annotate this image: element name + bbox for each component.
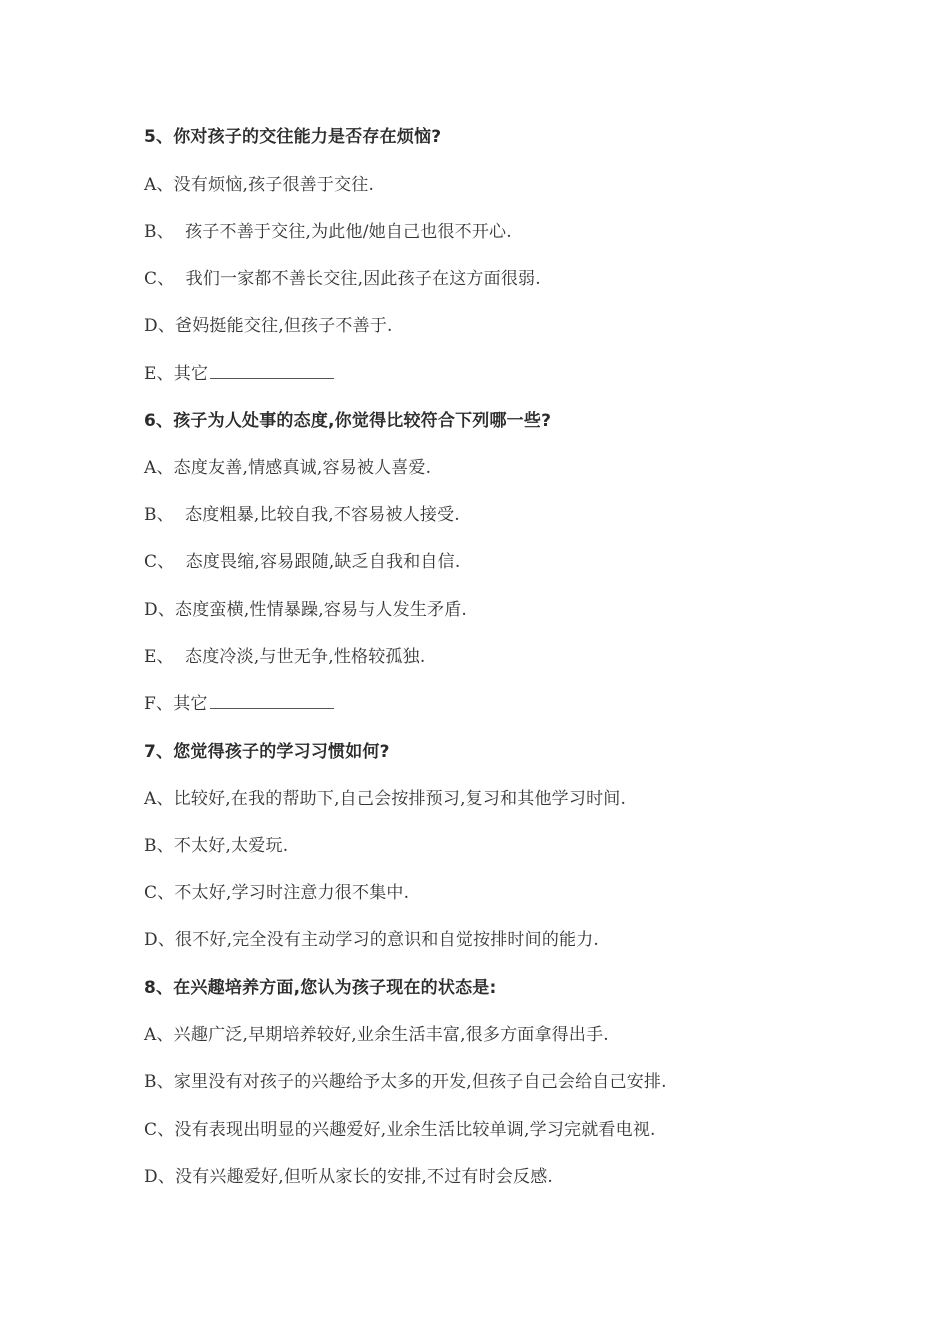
question-6-option-d: D、态度蛮横,性情暴躁,容易与人发生矛盾. xyxy=(144,600,468,620)
question-5-option-e-label: E、其它 xyxy=(144,364,209,384)
question-7-option-a: A、比较好,在我的帮助下,自己会按排预习,复习和其他学习时间. xyxy=(144,789,627,809)
question-8-option-d: D、没有兴趣爱好,但听从家长的安排,不过有时会反感. xyxy=(144,1167,554,1187)
question-5-title: 5、你对孩子的交往能力是否存在烦恼? xyxy=(144,127,442,147)
question-5-option-c: C、 我们一家都不善长交往,因此孩子在这方面很弱. xyxy=(144,269,541,289)
question-6-option-f xyxy=(144,693,334,715)
question-7-title: 7、您觉得孩子的学习习惯如何? xyxy=(144,742,390,762)
question-6-option-b: B、 态度粗暴,比较自我,不容易被人接受. xyxy=(144,505,460,525)
question-6-title: 6、孩子为人处事的态度,你觉得比较符合下列哪一些? xyxy=(144,411,552,431)
question-5-option-b: B、 孩子不善于交往,为此他/她自己也很不开心. xyxy=(144,222,512,242)
question-8-option-b: B、家里没有对孩子的兴趣给予太多的开发,但孩子自己会给自己安排. xyxy=(144,1072,667,1092)
question-7-option-b: B、不太好,太爱玩. xyxy=(144,836,289,856)
question-6-option-f-label: F、其它 xyxy=(144,694,208,714)
question-7-option-d: D、很不好,完全没有主动学习的意识和自觉按排时间的能力. xyxy=(144,930,600,950)
question-6-option-c: C、 态度畏缩,容易跟随,缺乏自我和自信. xyxy=(144,552,461,572)
question-5-option-d: D、爸妈挺能交往,但孩子不善于. xyxy=(144,316,393,336)
question-6-option-a: A、态度友善,情感真诚,容易被人喜爱. xyxy=(144,458,432,478)
question-5-option-a: A、没有烦恼,孩子很善于交往. xyxy=(144,175,375,195)
question-8-title: 8、在兴趣培养方面,您认为孩子现在的状态是: xyxy=(144,978,497,998)
question-8-option-a: A、兴趣广泛,早期培养较好,业余生活丰富,很多方面拿得出手. xyxy=(144,1025,609,1045)
question-6-option-e: E、 态度冷淡,与世无争,性格较孤独. xyxy=(144,647,426,667)
question-7-option-c: C、不太好,学习时注意力很不集中. xyxy=(144,883,410,903)
question-5-option-e xyxy=(144,363,334,385)
question-6-other-blank xyxy=(210,694,334,709)
question-8-option-c: C、没有表现出明显的兴趣爱好,业余生活比较单调,学习完就看电视. xyxy=(144,1120,656,1140)
question-5-other-blank xyxy=(210,364,334,379)
